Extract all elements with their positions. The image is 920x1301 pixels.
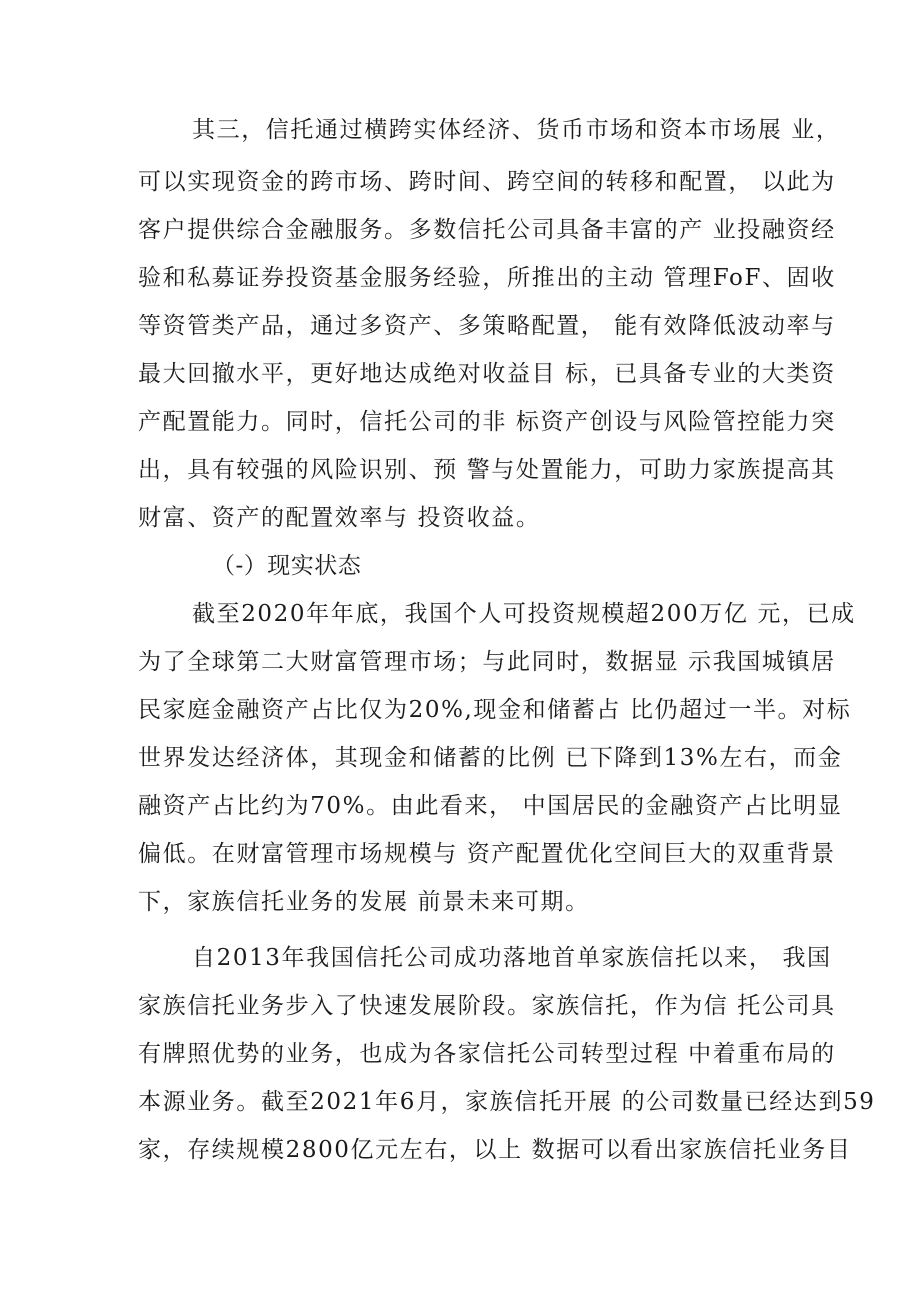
- paragraph-3-line-1: 自2013年我国信托公司成功落地首单家族信托以来， 我国: [192, 945, 832, 971]
- paragraph-1-line-8: 出，具有较强的风险识别、预 警与处置能力，可助力家族提高其: [138, 457, 836, 483]
- paragraph-2-line-4: 世界发达经济体，其现金和储蓄的比例 已下降到13%左右，而金: [138, 745, 843, 771]
- paragraph-1-line-3: 客户提供综合金融服务。多数信托公司具备丰富的产 业投融资经: [138, 217, 836, 243]
- paragraph-1-line-5: 等资管类产品，通过多资产、多策略配置， 能有效降低波动率与: [138, 313, 836, 339]
- paragraph-3-line-3: 有牌照优势的业务，也成为各家信托公司转型过程 中着重布局的: [138, 1041, 836, 1067]
- paragraph-3-line-4: 本源业务。截至2021年6月，家族信托开展 的公司数量已经达到59: [138, 1089, 876, 1115]
- paragraph-2-line-3: 民家庭金融资产占比仅为20%,现金和储蓄占 比仍超过一半。对标: [138, 697, 852, 723]
- paragraph-2-line-2: 为了全球第二大财富管理市场；与此同时，数据显 示我国城镇居: [138, 649, 836, 675]
- paragraph-2-line-6: 偏低。在财富管理市场规模与 资产配置优化空间巨大的双重背景: [138, 841, 836, 867]
- paragraph-3-line-2: 家族信托业务步入了快速发展阶段。家族信托，作为信 托公司具: [138, 993, 836, 1019]
- paragraph-2-line-5: 融资产占比约为70%。由此看来， 中国居民的金融资产占比明显: [138, 793, 843, 819]
- paragraph-1-line-4: 验和私募证券投资基金服务经验，所推出的主动 管理FoF、固收: [138, 265, 836, 291]
- section-heading: （-）现实状态: [212, 553, 362, 579]
- paragraph-1-line-9: 财富、资产的配置效率与 投资收益。: [138, 505, 541, 531]
- paragraph-1-line-7: 产配置能力。同时，信托公司的非 标资产创设与风险管控能力突: [138, 409, 836, 435]
- paragraph-2-line-1: 截至2020年年底，我国个人可投资规模超200万亿 元，已成: [192, 601, 856, 627]
- paragraph-1-line-6: 最大回撤水平，更好地达成绝对收益目 标，已具备专业的大类资: [138, 361, 836, 387]
- paragraph-3-line-5: 家，存续规模2800亿元左右，以上 数据可以看出家族信托业务目: [138, 1137, 852, 1163]
- paragraph-1-line-2: 可以实现资金的跨市场、跨时间、跨空间的转移和配置， 以此为: [138, 169, 836, 195]
- paragraph-2-line-7: 下，家族信托业务的发展 前景未来可期。: [138, 889, 590, 915]
- paragraph-1-line-1: 其三，信托通过横跨实体经济、货币市场和资本市场展 业，: [192, 117, 841, 143]
